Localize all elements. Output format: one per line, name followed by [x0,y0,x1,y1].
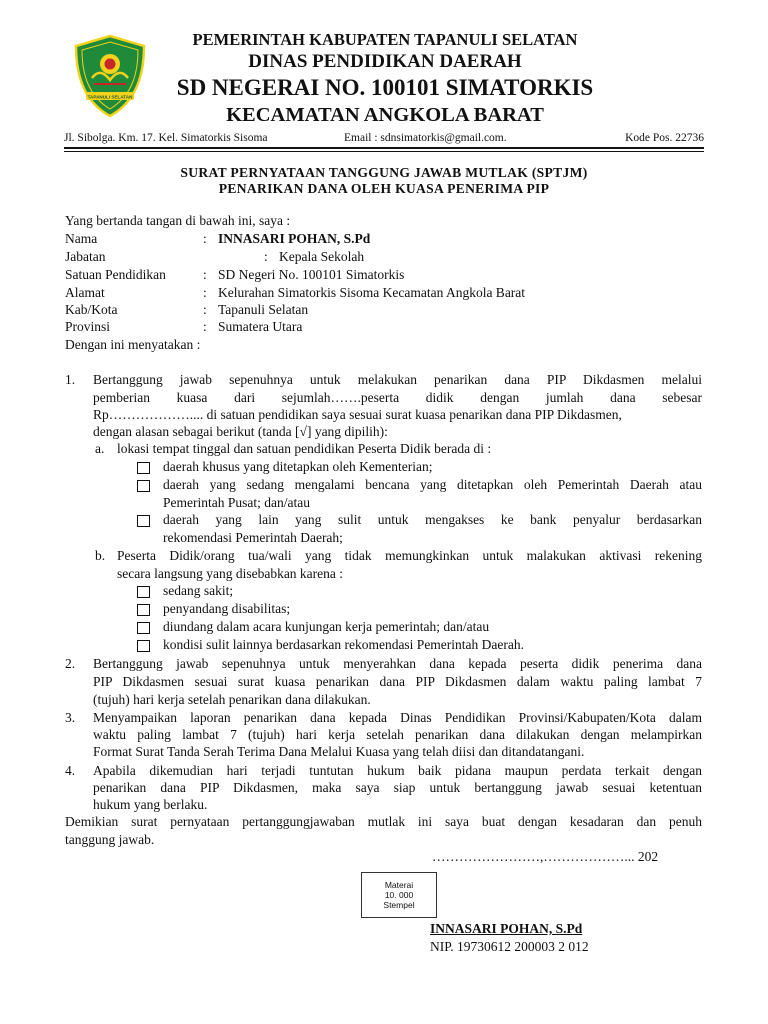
checkbox-special-region[interactable] [137,462,150,474]
item-1b-text-line-1: Peserta Didik/orang tua/wali yang tidak memungkinkan untuk malakukan aktivasi rekening [117,548,702,563]
item-1b-label: b. [95,548,106,563]
closing-line-2: tanggung jawab. [65,832,155,847]
signatory-name: INNASARI POHAN, S.Pd [430,921,583,936]
letterhead-rule-thin [64,151,704,152]
option-government-visit: diundang dalam acara kunjungan kerja pemerintah; dan/atau [163,619,490,634]
letterhead-school: SD NEGERAI NO. 100101 SIMATORKIS [176,75,594,100]
field-label-position: Jabatan [65,249,106,264]
letterhead-government: PEMERINTAH KABUPATEN TAPANULI SELATAN [192,30,578,49]
field-sep-address: : [203,285,207,300]
stamp-duty-box [361,872,437,918]
option-hard-access-line-1: daerah yang lain yang sulit untuk mengakses ke bank penyalur berdasarkan [163,512,702,527]
field-label-school: Satuan Pendidikan [65,267,166,282]
field-label-regency: Kab/Kota [65,302,118,317]
option-disability: penyandang disabilitas; [163,601,291,616]
field-label-address: Alamat [65,285,105,300]
item-1b-text-line-2: secara langsung yang disebabkan karena : [117,566,344,581]
materai-stamp: Stempel [383,900,415,910]
letterhead-rule-thick [64,147,704,149]
option-disaster-region-line-2: Pemerintah Pusat; dan/atau [163,495,310,510]
item-2-line-3: (tujuh) hari kerja setelah penarikan dana dilakukan. [93,692,371,707]
option-other-conditions: kondisi sulit lainnya berdasarkan rekomendasi Pemerintah Daerah. [163,637,525,652]
item-1-line-2: pemberian kuasa dari sejumlah…….peserta didik dengan jumlah dana sebesar [93,390,702,405]
item-1-line-1: Bertanggung jawab sepenuhnya untuk melakukan penarikan dana PIP Dikdasmen melalui [93,372,702,387]
field-sep-regency: : [203,302,207,317]
item-4-number: 4. [65,763,76,778]
item-3-line-3: Format Surat Tanda Serah Terima Dana Melalui Kuasa yang telah diisi dan ditandatangani. [93,744,585,759]
checkbox-disability[interactable] [137,604,150,616]
checkbox-government-visit[interactable] [137,622,150,634]
letterhead-agency: DINAS PENDIDIKAN DAERAH [248,51,522,72]
field-value-school: SD Negeri No. 100101 Simatorkis [218,267,405,282]
field-value-regency: Tapanuli Selatan [218,302,309,317]
materai-amount: 10. 000 [384,890,414,900]
checkbox-sick[interactable] [137,586,150,598]
option-special-region: daerah khusus yang ditetapkan oleh Kementerian; [163,459,433,474]
item-1a-text: lokasi tempat tinggal dan satuan pendidikan Peserta Didik berada di : [117,441,492,456]
letterhead-address: Jl. Sibolga. Km. 17. Kel. Simatorkis Sisoma [64,132,268,144]
option-disaster-region-line-1: daerah yang sedang mengalami bencana yang ditetapkan oleh Pemerintah Daerah atau [163,477,702,492]
option-hard-access-line-2: rekomendasi Pemerintah Daerah; [163,530,343,545]
field-sep-position: : [264,249,268,264]
document-subtitle: PENARIKAN DANA OLEH KUASA PENERIMA PIP [218,181,550,196]
checkbox-other-conditions[interactable] [137,640,150,652]
field-value-province: Sumatera Utara [218,319,303,334]
date-line: ……………………,………………... 202 [432,849,659,864]
field-sep-province: : [203,319,207,334]
item-3-line-1: Menyampaikan laporan penarikan dana kepada Dinas Pendidikan Provinsi/Kabupaten/Kota dalam [93,710,702,725]
item-2-line-2: PIP Dikdasmen sesuai surat kuasa penarikan dana PIP Dikdasmen dalam waktu paling lambat 7 [93,674,702,689]
checkbox-hard-access-region[interactable] [137,515,150,527]
item-4-line-2: penarikan dana PIP Dikdasmen, maka saya siap untuk bertanggung jawab sesuai ketentuan [93,780,702,795]
item-1-line-4: dengan alasan sebagai berikut (tanda [√] yang dipilih): [93,424,388,439]
regency-logo-icon [72,34,148,118]
item-3-line-2: waktu paling lambat 7 (tujuh) hari kerja setelah penarikan dana dilakukan dengan melampirkan [93,727,702,742]
field-sep-name: : [203,231,207,246]
logo-banner-text: TAPANULI SELATAN [87,94,133,100]
statement-intro: Dengan ini menyatakan : [65,337,201,352]
field-value-position: Kepala Sekolah [279,249,365,264]
field-label-province: Provinsi [65,319,111,334]
letterhead-district: KECAMATAN ANGKOLA BARAT [226,104,544,126]
field-sep-school: : [203,267,207,282]
item-2-number: 2. [65,656,76,671]
closing-line-1: Demikian surat pernyataan pertanggungjawaban mutlak ini saya buat dengan kesadaran dan penuh [65,814,702,829]
item-2-line-1: Bertanggung jawab sepenuhnya untuk menyerahkan dana kepada peserta didik penerima dana [93,656,702,671]
field-label-name: Nama [65,231,98,246]
checkbox-disaster-region[interactable] [137,480,150,492]
item-1-number: 1. [65,372,76,387]
option-sick: sedang sakit; [163,583,234,598]
item-4-line-1: Apabila dikemudian hari terjadi tuntutan hukum baik pidana maupun perdata terkait dengan [93,763,702,778]
letterhead-postal-code: Kode Pos. 22736 [625,132,704,144]
item-1a-label: a. [95,441,105,456]
field-value-name: INNASARI POHAN, S.Pd [218,231,371,246]
item-1-line-3: Rp……………….... di satuan pendidikan saya sesuai surat kuasa penarikan dana PIP Dikdasmen, [93,407,622,422]
document-title: SURAT PERNYATAAN TANGGUNG JAWAB MUTLAK (SPTJM) [180,165,588,180]
signatory-nip: NIP. 19730612 200003 2 012 [430,939,589,954]
intro-text: Yang bertanda tangan di bawah ini, saya : [65,213,291,228]
item-3-number: 3. [65,710,76,725]
item-4-line-3: hukum yang berlaku. [93,797,208,812]
field-value-address: Kelurahan Simatorkis Sisoma Kecamatan Angkola Barat [218,285,526,300]
materai-label: Materai [384,880,414,890]
letterhead-email: Email : sdnsimatorkis@gmail.com. [344,132,507,144]
